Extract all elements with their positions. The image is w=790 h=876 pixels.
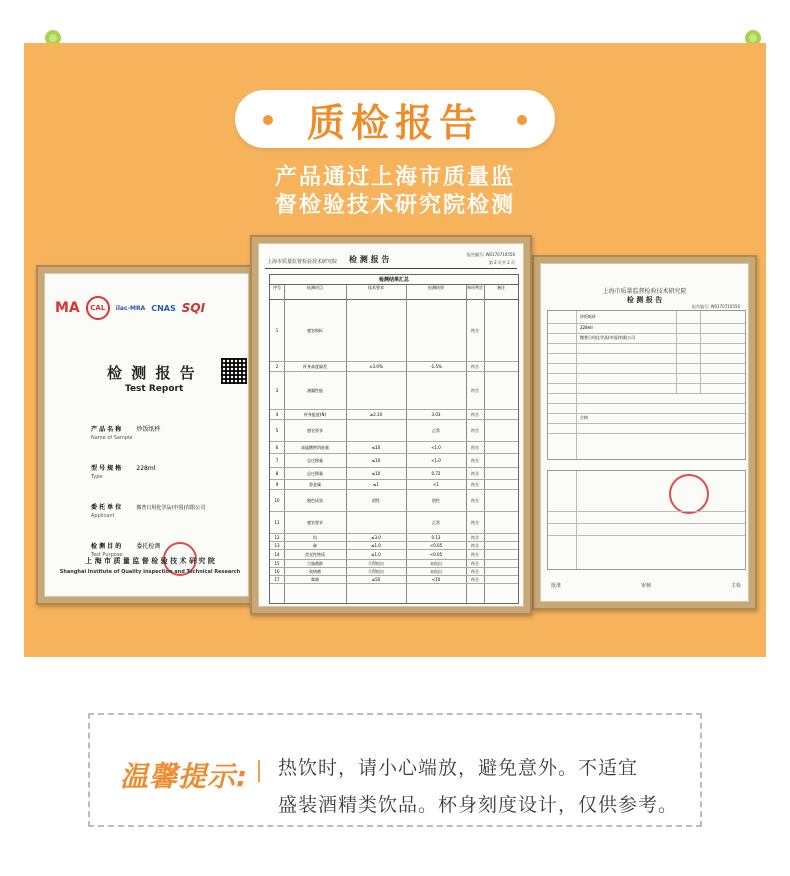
table-cell: 12 bbox=[274, 535, 280, 540]
table-cell: 正常 bbox=[432, 427, 440, 433]
table-row bbox=[270, 568, 518, 576]
table-cell: 符合 bbox=[471, 470, 479, 476]
table-row bbox=[270, 560, 518, 568]
column-header: 单项判定 bbox=[467, 285, 483, 290]
table-cell: 渗漏性能 bbox=[307, 387, 323, 393]
table-cell: 17 bbox=[274, 577, 280, 582]
right-spec: 228ml bbox=[580, 325, 593, 330]
table-cell: 2 bbox=[275, 364, 279, 369]
table-cell: 1 bbox=[275, 328, 279, 333]
sign-label: 主检 bbox=[730, 583, 741, 589]
field-label-en: Applicant bbox=[91, 513, 115, 519]
table-cell: 霉菌 bbox=[311, 576, 319, 582]
table-cell: 符合 bbox=[471, 551, 479, 557]
table-cell: 正常 bbox=[432, 519, 440, 525]
left-report-cover bbox=[44, 273, 249, 597]
table-cell: 4 bbox=[275, 412, 279, 417]
table-cell: ≤3.0 bbox=[371, 535, 381, 540]
table-cell: 符合 bbox=[471, 497, 479, 503]
table-cell: 荧光性物质 bbox=[305, 551, 325, 557]
table-cell: 0.13 bbox=[431, 535, 441, 540]
table-cell: 符合 bbox=[471, 387, 479, 393]
right-sign-table bbox=[547, 470, 746, 570]
table-cell: 不得检出 bbox=[368, 560, 384, 566]
table-cell: 符合 bbox=[471, 576, 479, 582]
table-cell: 铅 bbox=[313, 534, 317, 540]
page-title: 质检报告 bbox=[306, 100, 483, 145]
table-row bbox=[270, 512, 518, 534]
sqi-logo: SQI bbox=[181, 301, 206, 315]
table-cell: 符合 bbox=[471, 427, 479, 433]
table-cell: 未检出 bbox=[430, 568, 442, 574]
table-cell: 7 bbox=[275, 458, 279, 463]
right-report-frame bbox=[532, 255, 757, 610]
table-row bbox=[270, 420, 518, 442]
table-cell: ≤50 bbox=[371, 577, 381, 582]
table-row bbox=[270, 362, 518, 372]
table-cell: ≤1.0 bbox=[371, 543, 381, 548]
table-title: 检测结果汇总 bbox=[378, 277, 409, 283]
table-cell: 大肠菌群 bbox=[307, 560, 323, 566]
table-header bbox=[270, 285, 518, 299]
reminder-line-1: 热饮时，请小心端放，避免意外。不适宜 bbox=[278, 757, 639, 779]
table-cell: 9 bbox=[275, 482, 279, 487]
table-row bbox=[270, 490, 518, 512]
table-row bbox=[270, 454, 518, 468]
right-sample-name: 炒饭纸杯 bbox=[580, 314, 596, 319]
results-table bbox=[269, 274, 519, 604]
table-cell: 致病菌 bbox=[309, 568, 321, 574]
column-header: 技术要求 bbox=[368, 285, 384, 290]
table-cell: ±3.0% bbox=[369, 364, 383, 369]
left-report-frame bbox=[36, 265, 257, 605]
reminder-line-2: 盛装酒精类饮品。杯身刻度设计，仅供参考。 bbox=[278, 794, 679, 816]
table-cell: <10 bbox=[431, 577, 441, 582]
field-label-en: Name of Sample bbox=[91, 435, 133, 441]
table-cell: 符合 bbox=[471, 327, 479, 333]
table-cell: ≤1 bbox=[373, 482, 379, 487]
right-conclusion: 合格 bbox=[580, 415, 588, 420]
field-label-en: Type bbox=[91, 474, 103, 480]
table-cell: 6 bbox=[275, 445, 279, 450]
middle-report-page bbox=[258, 243, 524, 607]
table-row bbox=[270, 534, 518, 542]
qr-code-icon bbox=[221, 358, 247, 384]
table-cell: 符合 bbox=[471, 568, 479, 574]
table-cell: 砷 bbox=[313, 542, 317, 548]
table-cell: 符合 bbox=[471, 560, 479, 566]
table-row bbox=[270, 480, 518, 490]
field-label-en: Test Purpose bbox=[91, 552, 123, 558]
left-report-title-en: Test Report bbox=[125, 384, 184, 394]
reminder-title: 温馨提示: bbox=[120, 760, 249, 793]
field-label: 检 测 目 的 bbox=[91, 543, 122, 550]
table-cell: 5 bbox=[275, 428, 279, 433]
table-cell: <1.0 bbox=[431, 458, 441, 463]
table-cell: 重金属 bbox=[309, 481, 321, 487]
column-header: 备注 bbox=[497, 285, 505, 290]
ma-logo: MA bbox=[55, 300, 80, 316]
right-report-page bbox=[540, 263, 749, 602]
sign-label: 批准 bbox=[551, 583, 562, 589]
middle-report-frame bbox=[250, 235, 532, 615]
right-info-table bbox=[547, 310, 746, 460]
table-cell: 8 bbox=[275, 471, 279, 476]
table-row bbox=[270, 550, 518, 560]
left-institute-cn: 上 海 市 质 量 监 督 检 验 技 术 研 究 院 bbox=[85, 557, 215, 565]
table-cell: -1.5% bbox=[430, 364, 442, 369]
table-cell: 不得检出 bbox=[368, 568, 384, 574]
title-pill bbox=[235, 90, 555, 148]
field-label: 委 托 单 位 bbox=[91, 504, 122, 511]
table-cell: 感官要求 bbox=[307, 519, 323, 525]
reminder-divider bbox=[258, 760, 260, 782]
table-cell: 未检出 bbox=[430, 560, 442, 566]
table-cell: 符合 bbox=[471, 519, 479, 525]
table-cell: 符合 bbox=[471, 542, 479, 548]
table-cell: ≤10 bbox=[371, 445, 381, 450]
table-cell: ≤10 bbox=[371, 471, 381, 476]
table-cell: 杯身高度偏差 bbox=[303, 363, 327, 369]
table-cell: 符合 bbox=[471, 457, 479, 463]
table-cell: 13 bbox=[274, 543, 280, 548]
left-report-fields bbox=[91, 416, 249, 558]
table-cell: 符合 bbox=[471, 444, 479, 450]
table-cell: 阴性 bbox=[432, 497, 440, 503]
table-cell: <0.05 bbox=[429, 552, 443, 557]
table-cell: ≥2.10 bbox=[369, 412, 383, 417]
column-header: 检测项目 bbox=[307, 285, 323, 290]
table-row bbox=[270, 542, 518, 550]
table-cell: 14 bbox=[274, 552, 280, 557]
field-value: 委托检测 bbox=[136, 543, 161, 550]
field-value: 炒饭纸杯 bbox=[136, 426, 161, 433]
subtitle-line-1: 产品通过上海市质量监 bbox=[274, 165, 515, 190]
table-cell: 10 bbox=[274, 498, 280, 503]
table-cell: 高锰酸钾消耗量 bbox=[301, 444, 329, 450]
table-row bbox=[270, 372, 518, 410]
table-row bbox=[270, 442, 518, 454]
ilac-logo: ilac-MRA bbox=[115, 304, 146, 312]
table-cell: 杯身挺度(N) bbox=[303, 411, 327, 417]
middle-report-no: 报告编号: W0170710556 bbox=[466, 252, 515, 257]
dot-icon bbox=[517, 115, 527, 125]
column-header: 检测结果 bbox=[428, 285, 444, 290]
table-cell: 阴性 bbox=[372, 497, 380, 503]
middle-report-title: 检 测 报 告 bbox=[349, 255, 390, 264]
middle-header-left: 上海市质量监督检验技术研究院 bbox=[267, 259, 338, 265]
table-cell: 符合 bbox=[471, 363, 479, 369]
table-cell: 符合 bbox=[471, 411, 479, 417]
left-report-title-cn: 检 测 报 告 bbox=[107, 364, 197, 382]
column-header: 序号 bbox=[273, 285, 281, 290]
table-row bbox=[270, 468, 518, 480]
field-row bbox=[91, 455, 249, 480]
right-report-title: 检 测 报 告 bbox=[626, 296, 663, 304]
table-row bbox=[270, 410, 518, 420]
logo-row bbox=[55, 296, 205, 320]
field-label: 型 号 规 格 bbox=[91, 465, 122, 472]
subtitle-line-2: 督检验技术研究院检测 bbox=[274, 193, 515, 218]
middle-page-no: 第 2 页共 2 页 bbox=[488, 260, 515, 265]
dot-icon bbox=[263, 115, 273, 125]
table-cell: <0.05 bbox=[429, 543, 443, 548]
left-institute-en: Shanghai Institute of Quality Inspection and Technical Research bbox=[59, 569, 241, 575]
table-cell: ≤10 bbox=[371, 458, 381, 463]
field-label: 产 品 名 称 bbox=[91, 426, 122, 433]
right-applicant: 微普日用化学品(中国)有限公司 bbox=[580, 335, 636, 340]
table-row bbox=[270, 300, 518, 362]
table-cell: 3.03 bbox=[431, 412, 441, 417]
table-cell: 总迁移量 bbox=[307, 470, 323, 476]
table-cell: 0.72 bbox=[431, 471, 441, 476]
table-cell: 感官要求 bbox=[307, 427, 323, 433]
table-cell: 16 bbox=[274, 569, 280, 574]
right-report-no: 报告编号: W0170710556 bbox=[691, 304, 740, 309]
field-value: 228ml bbox=[136, 465, 156, 472]
table-cell: 感官指标 bbox=[307, 327, 323, 333]
sign-label: 审核 bbox=[640, 583, 651, 589]
table-cell: 总迁移量 bbox=[307, 457, 323, 463]
table-cell: 脱色试验 bbox=[307, 497, 323, 503]
right-sign-row bbox=[551, 582, 741, 589]
table-cell: 15 bbox=[274, 561, 280, 566]
table-cell: 3 bbox=[275, 388, 279, 393]
table-cell: 符合 bbox=[471, 481, 479, 487]
table-row bbox=[270, 576, 518, 584]
right-report-header: 上海市质量监督检验技术研究院 bbox=[602, 288, 687, 295]
table-cell: <1 bbox=[433, 482, 439, 487]
cal-logo: CAL bbox=[86, 296, 110, 320]
field-value: 微普日用化学品(中国)有限公司 bbox=[136, 505, 206, 511]
field-row bbox=[91, 416, 249, 441]
table-cell: 符合 bbox=[471, 534, 479, 540]
table-cell: ≤1.0 bbox=[371, 552, 381, 557]
field-row bbox=[91, 494, 249, 519]
table-cell: 11 bbox=[274, 520, 280, 525]
cnas-logo: CNAS bbox=[151, 303, 176, 313]
table-cell: <1.0 bbox=[431, 445, 441, 450]
